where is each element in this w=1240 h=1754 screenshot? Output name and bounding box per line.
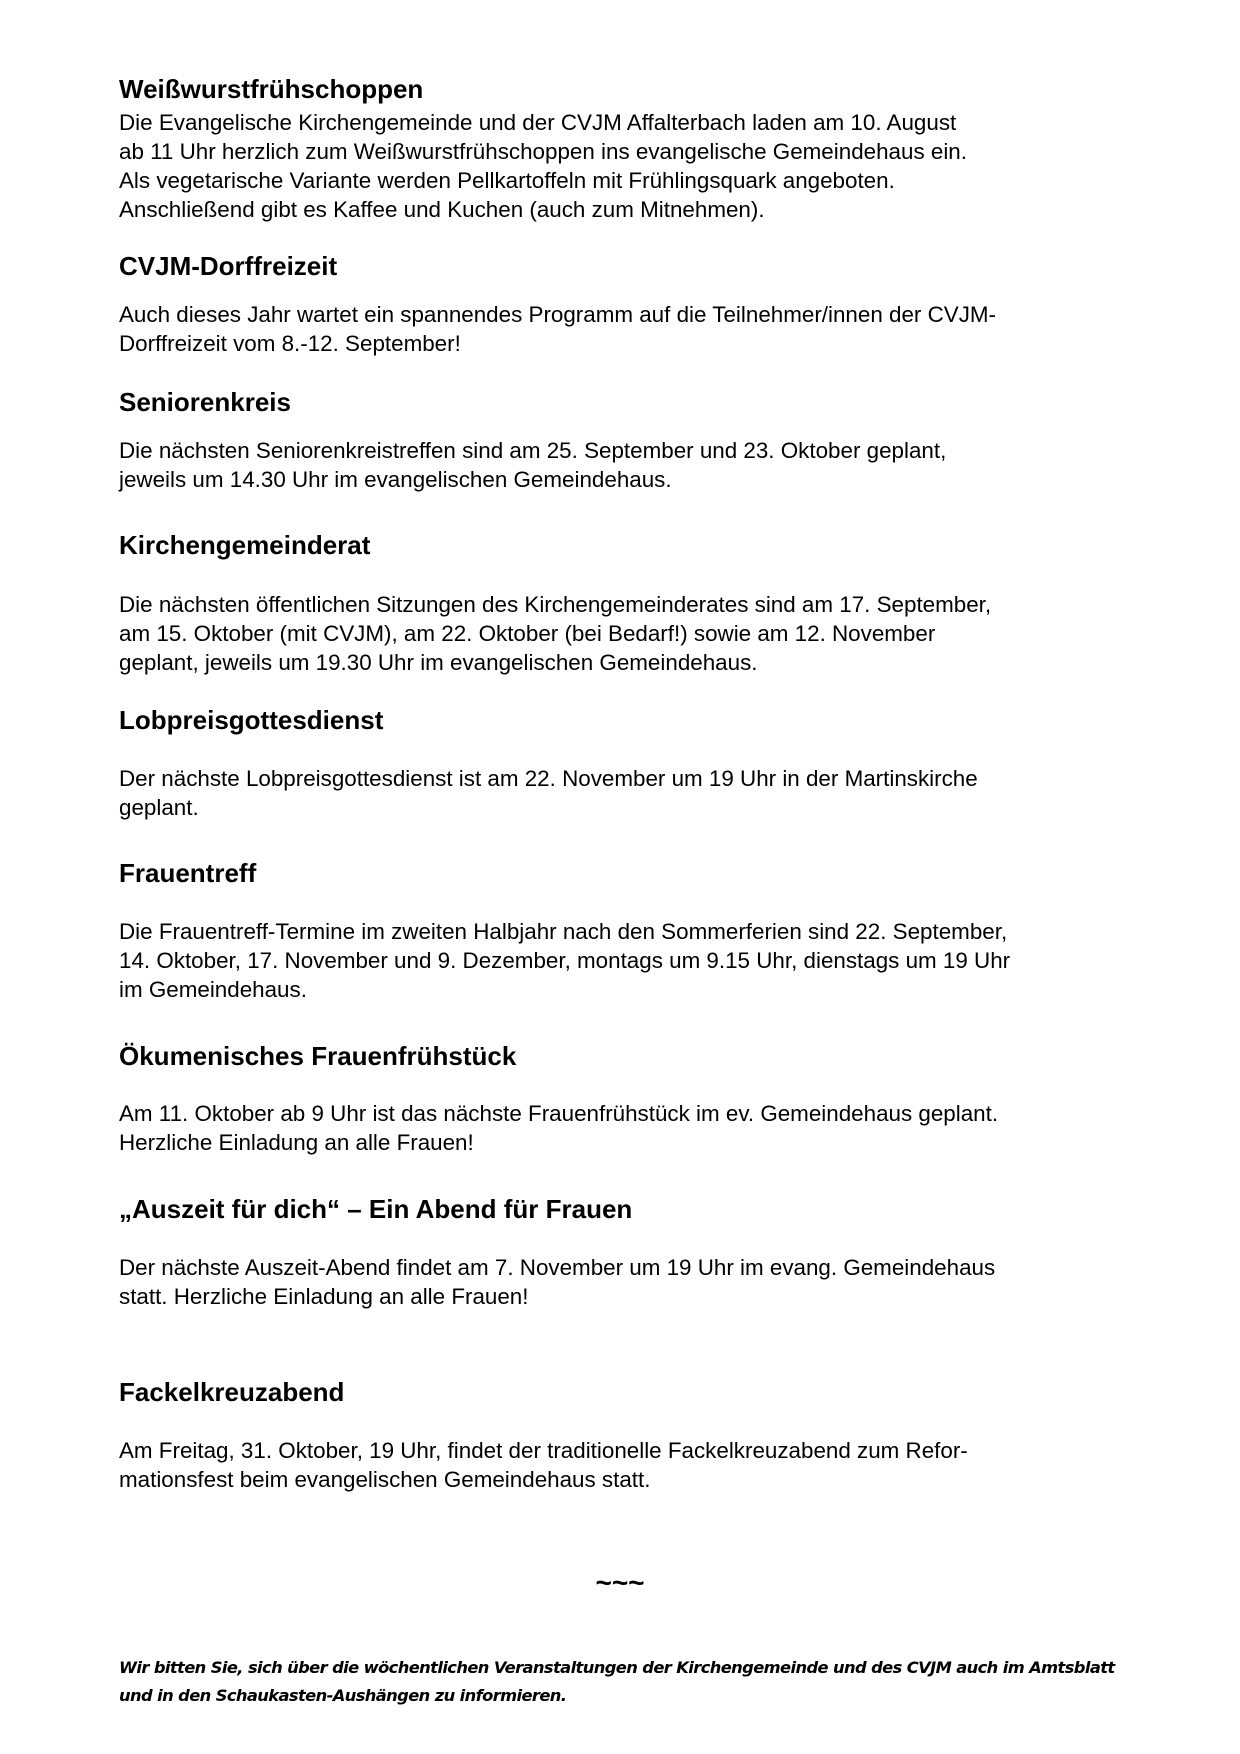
section-body-auszeit-fuer-dich [119, 1253, 995, 1311]
text-line: im Gemeindehaus. [119, 977, 307, 1002]
text-line: Die Evangelische Kirchengemeinde und der CVJM Affalterbach laden am 10. August [119, 110, 957, 135]
section-body-lobpreisgottesdienst [119, 764, 978, 822]
section-heading-auszeit-fuer-dich: „Auszeit für dich“ – Ein Abend für Frauen [119, 1194, 633, 1224]
section-heading-cvjm-dorffreizeit: CVJM-Dorffreizeit [119, 251, 338, 281]
text-line: Der nächste Lobpreisgottesdienst ist am 22. November um 19 Uhr in der Martinskirche [119, 766, 978, 791]
text-line: Die nächsten Seniorenkreistreffen sind am 25. September und 23. Oktober geplant, [119, 438, 947, 463]
section-body-kirchengemeinderat [119, 590, 991, 677]
text-line: Als vegetarische Variante werden Pellkartoffeln mit Frühlingsquark angeboten. [119, 168, 895, 193]
text-line: ab 11 Uhr herzlich zum Weißwurstfrühschoppen ins evangelische Gemeindehaus ein. [119, 139, 967, 164]
section-heading-kirchengemeinderat: Kirchengemeinderat [119, 530, 371, 560]
section-divider: ~~~ [595, 1567, 645, 1598]
text-line: geplant, jeweils um 19.30 Uhr im evangelischen Gemeindehaus. [119, 650, 758, 675]
section-heading-frauentreff: Frauentreff [119, 858, 257, 888]
section-body-frauentreff [119, 917, 1010, 1004]
section-body-oekumenisches-frauenfruehstueck [119, 1099, 998, 1157]
section-body-weisswurstfruehschoppen [119, 108, 967, 224]
text-line: Herzliche Einladung an alle Frauen! [119, 1130, 474, 1155]
text-line: jeweils um 14.30 Uhr im evangelischen Gemeindehaus. [119, 467, 672, 492]
text-line: Der nächste Auszeit-Abend findet am 7. November um 19 Uhr im evang. Gemeindehaus [119, 1255, 996, 1280]
section-heading-weisswurstfruehschoppen: Weißwurstfrühschoppen [119, 74, 424, 104]
text-line: Am Freitag, 31. Oktober, 19 Uhr, findet der traditionelle Fackelkreuzabend zum Refor- [119, 1438, 968, 1463]
footer-note [119, 1654, 1115, 1710]
footer-line: Wir bitten Sie, sich über die wöchentlichen Veranstaltungen der Kirchengemeinde und des CVJM auch im Amtsblatt [119, 1658, 1115, 1677]
text-line: mationsfest beim evangelischen Gemeindehaus statt. [119, 1467, 651, 1492]
section-body-fackelkreuzabend [119, 1436, 968, 1494]
section-heading-seniorenkreis: Seniorenkreis [119, 387, 291, 417]
section-heading-oekumenisches-frauenfruehstueck: Ökumenisches Frauenfrühstück [119, 1041, 517, 1071]
text-line: 14. Oktober, 17. November und 9. Dezember, montags um 9.15 Uhr, dienstags um 19 Uhr [119, 948, 1011, 973]
text-line: geplant. [119, 795, 199, 820]
text-line: statt. Herzliche Einladung an alle Frauen! [119, 1284, 529, 1309]
section-heading-fackelkreuzabend: Fackelkreuzabend [119, 1377, 345, 1407]
section-body-seniorenkreis [119, 436, 946, 494]
text-line: am 15. Oktober (mit CVJM), am 22. Oktober (bei Bedarf!) sowie am 12. November [119, 621, 936, 646]
section-body-cvjm-dorffreizeit [119, 300, 996, 358]
text-line: Dorffreizeit vom 8.-12. September! [119, 331, 461, 356]
text-line: Auch dieses Jahr wartet ein spannendes Programm auf die Teilnehmer/innen der CVJM- [119, 302, 997, 327]
section-heading-lobpreisgottesdienst: Lobpreisgottesdienst [119, 705, 384, 735]
text-line: Anschließend gibt es Kaffee und Kuchen (auch zum Mitnehmen). [119, 197, 765, 222]
text-line: Die Frauentreff-Termine im zweiten Halbjahr nach den Sommerferien sind 22. September, [119, 919, 1008, 944]
footer-line: und in den Schaukasten-Aushängen zu informieren. [119, 1686, 567, 1705]
text-line: Am 11. Oktober ab 9 Uhr ist das nächste Frauenfrühstück im ev. Gemeindehaus geplant. [119, 1101, 999, 1126]
text-line: Die nächsten öffentlichen Sitzungen des Kirchengemeinderates sind am 17. September, [119, 592, 992, 617]
